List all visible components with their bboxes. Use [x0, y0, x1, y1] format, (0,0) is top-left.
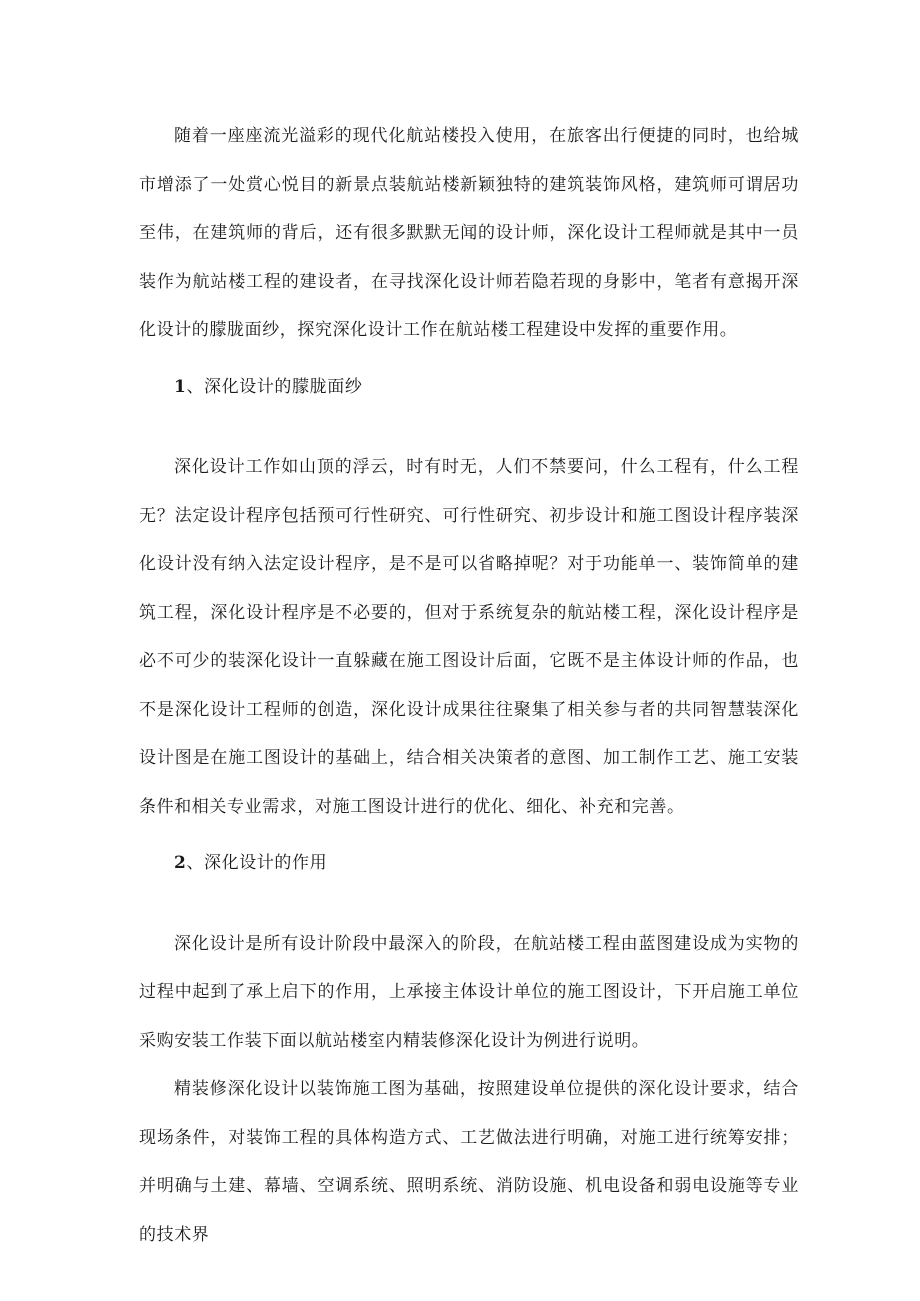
spacer	[139, 888, 799, 920]
section-heading-1	[139, 363, 799, 412]
section-title-1: 、深化设计的朦胧面纱	[186, 376, 363, 397]
section1-paragraph: 深化设计工作如山顶的浮云，时有时无，人们不禁要问，什么工程有，什么工程无？法定设计程序包括预可行性研究、可行性研究、初步设计和施工图设计程序装深化设计没有纳入法定设计程序，是不是可以省略掉呢？对于功能单一、装饰简单的建筑工程，深化设计程序是不必要的，但对于系统复杂的航站楼工程，深化设计程序是必不可少的装深化设计一直躲藏在施工图设计后面，它既不是主体设计师的作品，也不是深化设计工程师的创造，深化设计成果往往聚集了相关参与者的共同智慧装深化设计图是在施工图设计的基础上，结合相关决策者的意图、加工制作工艺、施工安装条件和相关专业需求，对施工图设计进行的优化、细化、补充和完善。	[139, 457, 799, 817]
intro-paragraph: 随着一座座流光溢彩的现代化航站楼投入使用，在旅客出行便捷的同时，也给城市增添了一处赏心悦目的新景点装航站楼新颖独特的建筑装饰风格，建筑师可谓居功至伟，在建筑师的背后，还有很多默默无闻的设计师，深化设计工程师就是其中一员装作为航站楼工程的建设者，在寻找深化设计师若隐若现的身影中，笔者有意揭开深化设计的朦胧面纱，探究深化设计工作在航站楼工程建设中发挥的重要作用。	[139, 126, 799, 340]
section-number-2: 2	[174, 853, 187, 873]
section-number-1: 1	[174, 376, 187, 397]
section-title-2: 、深化设计的作用	[186, 853, 328, 873]
document-body	[139, 112, 799, 1259]
spacer	[139, 831, 799, 839]
spacer	[139, 411, 799, 443]
section-heading-2	[139, 839, 799, 888]
section2-paragraph-1: 深化设计是所有设计阶段中最深入的阶段，在航站楼工程由蓝图建设成为实物的过程中起到了承上启下的作用，上承接主体设计单位的施工图设计，下开启施工单位采购安装工作装下面以航站楼室内精装修深化设计为例进行说明。	[139, 933, 799, 1051]
section2-paragraph-2: 精装修深化设计以装饰施工图为基础，按照建设单位提供的深化设计要求，结合现场条件，对装饰工程的具体构造方式、工艺做法进行明确，对施工进行统筹安排；并明确与土建、幕墙、空调系统、照明系统、消防设施、机电设备和弱电设施等专业的技术界	[139, 1079, 799, 1245]
spacer	[139, 355, 799, 363]
